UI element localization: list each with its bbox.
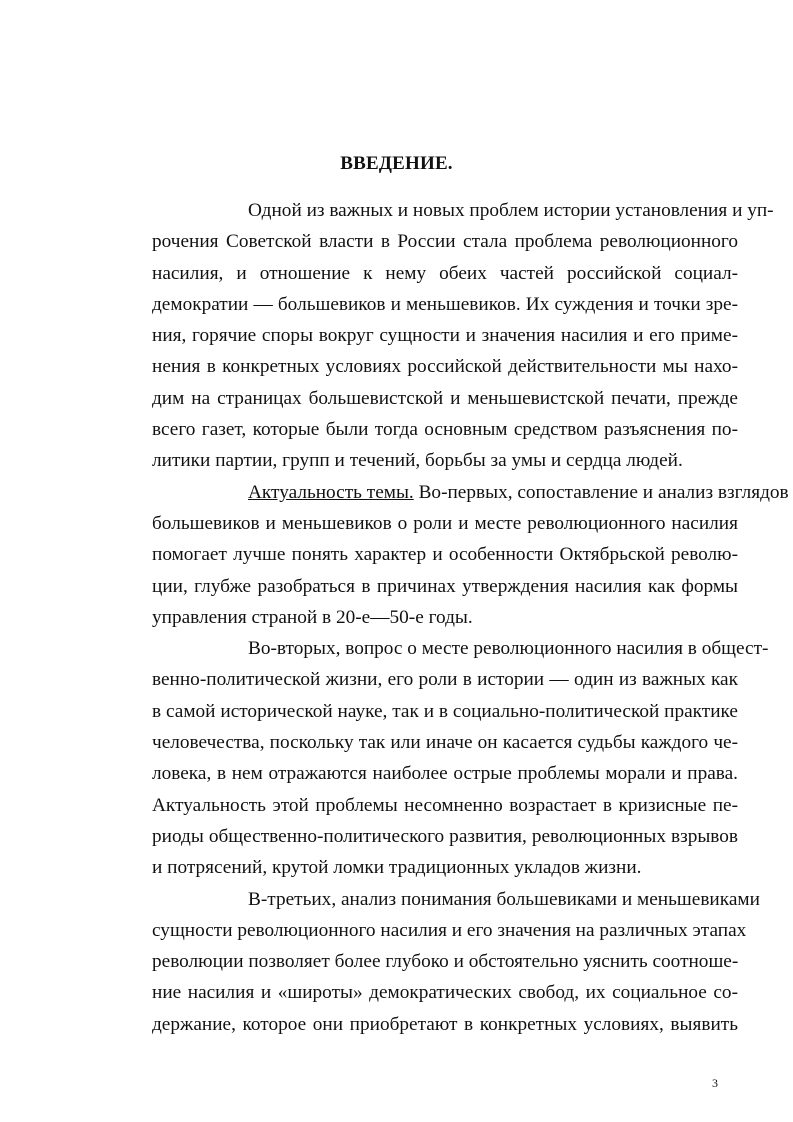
text-line: риоды общественно-политического развития, революционных взрывов — [152, 825, 738, 847]
page-number: 3 — [712, 1076, 718, 1090]
paragraph-3 — [152, 633, 769, 883]
text-line: дим на страницах большевистской и меньшевистской печати, прежде — [152, 387, 738, 409]
text-line: держание, которое они приобретают в конкретных условиях, выявить — [152, 1013, 738, 1035]
text-line: всего газет, которые были тогда основным средством разъяснения по- — [152, 419, 738, 441]
text-line: ние насилия и «широты» демократических свобод, их социальное со- — [152, 982, 738, 1004]
text-line — [152, 477, 789, 508]
text-line: насилия, и отношение к нему обеих частей российской социал- — [152, 262, 738, 284]
text-line: Во-вторых, вопрос о месте революционного насилия в общест- — [248, 638, 769, 660]
text-line: революции позволяет более глубоко и обстоятельно уяснить соотноше- — [152, 951, 739, 973]
text-line: литики партии, групп и течений, борьбы за умы и сердца людей. — [152, 450, 683, 472]
text-line: Актуальность этой проблемы несомненно возрастает в кризисные пе- — [152, 794, 738, 816]
text-line: ции, глубже разобраться в причинах утверждения насилия как формы — [152, 575, 738, 597]
paragraph-2 — [152, 477, 789, 633]
text-line: нения в конкретных условиях российской действительности мы нахо- — [152, 356, 738, 378]
text-line: венно-политической жизни, его роли в истории — один из важных как — [152, 669, 738, 691]
paragraph-1 — [152, 195, 774, 477]
text-line: Одной из важных и новых проблем истории установления и уп- — [248, 200, 774, 221]
text-line: и потрясений, крутой ломки традиционных укладов жизни. — [152, 857, 642, 879]
text-line-rest: Во-первых, сопоставление и анализ взглядов — [413, 481, 789, 503]
text-line: ловека, в нем отражаются наиболее острые проблемы морали и права. — [152, 763, 738, 785]
text-line: демократии — большевиков и меньшевиков. Их суждения и точки зре- — [152, 293, 738, 315]
relevance-heading: Актуальность темы. — [248, 481, 414, 503]
page-title: ВВЕДЕНИЕ. — [340, 153, 453, 174]
text-line: управления страной в 20-е—50-е годы. — [152, 606, 473, 628]
text-line: большевиков и меньшевиков о роли и месте революционного насилия — [152, 512, 738, 534]
text-line: В-третьих, анализ понимания большевиками и меньшевиками — [248, 888, 760, 910]
text-line: помогает лучше понять характер и особенности Октябрьской револю- — [152, 544, 738, 566]
body-text — [152, 195, 789, 1040]
text-line: рочения Советской власти в России стала проблема революционного — [152, 231, 738, 253]
text-line: человечества, поскольку так или иначе он касается судьбы каждого че- — [152, 732, 738, 754]
paragraph-4 — [152, 884, 760, 1040]
text-line: в самой исторической науке, так и в социально-политической практике — [152, 700, 738, 722]
text-line: сущности революционного насилия и его значения на различных этапах — [152, 919, 747, 941]
text-line: ния, горячие споры вокруг сущности и значения насилия и его приме- — [152, 325, 738, 347]
